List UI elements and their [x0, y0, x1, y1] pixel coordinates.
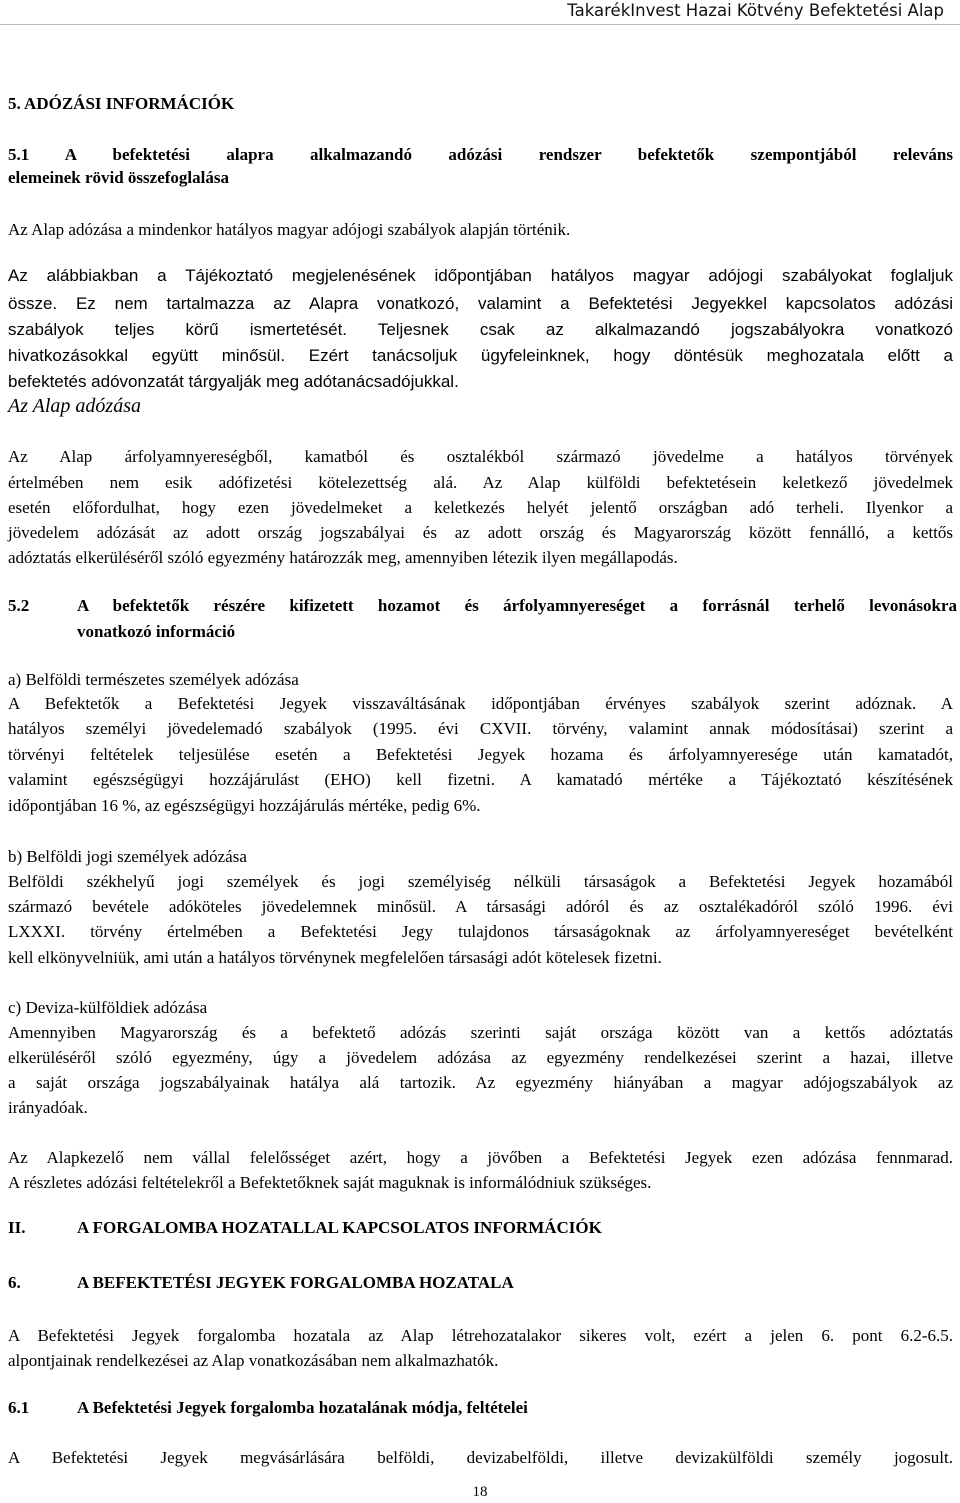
subsection-a-line1: A Befektetők a Befektetési Jegyek visszaváltásának időpontjában érvényes szabályok szerint adóznak. A [8, 694, 953, 713]
subsection-c-line4: irányadóak. [8, 1098, 88, 1117]
subsection-b-line4: kell elkönyvelniük, ami után a hatályos törvénynek megfelelően társasági adót kötelesek fizetni. [8, 948, 662, 967]
section-6-1-number: 6.1 [8, 1398, 30, 1417]
subsection-a-line5: időpontjában 16 %, az egészségügyi hozzájárulás mértéke, pedig 6%. [8, 796, 481, 815]
subsection-a-line2: hatályos személyi jövedelemadó szabályok (1995. évi CXVII. törvény, valamint annak módosításai) szerint a [8, 719, 953, 738]
paragraph-3-line1: Az Alap árfolyamnyereségből, kamatból és osztalékból származó jövedelme a hatályos törvények [8, 447, 953, 466]
paragraph-1: Az Alap adózása a mindenkor hatályos magyar adójogi szabályok alapján történik. [8, 220, 571, 239]
running-header [0, 0, 960, 25]
section-5-title: 5. ADÓZÁSI INFORMÁCIÓK [8, 94, 235, 113]
subsection-a-title: a) Belföldi természetes személyek adózása [8, 670, 299, 689]
subsection-b-line3: LXXXI. törvény értelmében a Befektetési Jegy tulajdonos társaságoknak az árfolyamnyereséget bevételként [8, 922, 953, 941]
section-6-number: 6. [8, 1273, 21, 1292]
section-5-1-title-line2: elemeinek rövid összefoglalása [8, 168, 229, 187]
page-number: 18 [472, 1484, 488, 1500]
paragraph-2-line5: befektetés adóvonzatát tárgyalják meg adótanácsadójukkal. [8, 372, 459, 391]
section-6-1-title: A Befektetési Jegyek forgalomba hozatalának módja, feltételei [77, 1398, 528, 1417]
paragraph-5-line2: alpontjainak rendelkezései az Alap vonatkozásában nem alkalmazhatók. [8, 1351, 499, 1370]
subsection-b-line2: származó bevétele adóköteles jövedelemnek minősül. A társasági adóról és az osztalékadóról szóló 1996. évi [8, 897, 953, 916]
section-5-1-title-line1: 5.1 A befektetési alapra alkalmazandó adózási rendszer befektetők szempontjából releváns [8, 145, 953, 164]
paragraph-5-line1: A Befektetési Jegyek forgalomba hozatala az Alap létrehozatalakor sikeres volt, ezért a jelen 6. pont 6.2-6.5. [8, 1326, 953, 1345]
section-6-title: A BEFEKTETÉSI JEGYEK FORGALOMBA HOZATALA [77, 1273, 514, 1292]
section-II-number: II. [8, 1218, 26, 1237]
alap-adozasa-heading: Az Alap adózása [8, 395, 141, 417]
subsection-c-line3: a saját országa jogszabályainak hatálya alá tartozik. Az egyezmény hiányában a magyar adójogszabályok az [8, 1073, 953, 1092]
section-5-2-title-line1: A befektetők részére kifizetett hozamot és árfolyamnyereséget a forrásnál terhelő levonásokra [77, 596, 957, 615]
subsection-c-line1: Amennyiben Magyarország és a befektető adózás szerinti saját országa között van a kettős adóztatás [8, 1023, 953, 1042]
paragraph-2-line1: Az alábbiakban a Tájékoztató megjelenésének időpontjában hatályos magyar adójogi szabályokat foglaljuk [8, 266, 953, 285]
section-5-2-title-line2: vonatkozó információ [77, 622, 236, 641]
paragraph-4-line1: Az Alapkezelő nem vállal felelősséget azért, hogy a jövőben a Befektetési Jegyek ezen adózása fennmarad. [8, 1148, 953, 1167]
subsection-a-line3: törvényi feltételek teljesülése esetén a Befektetési Jegyek hozama és árfolyamnyeresége után kamatadót, [8, 745, 953, 764]
subsection-c-line2: elkerüléséről szóló egyezmény, úgy a jövedelem adózása az egyezmény rendelkezései szerint a hazai, illetve [8, 1048, 953, 1067]
paragraph-3-line5: adóztatás elkerüléséről szóló egyezmény határozzák meg, amennyiben létezik ilyen megállapodás. [8, 548, 678, 567]
subsection-b-line1: Belföldi székhelyű jogi személyek és jogi személyiség nélküli társaságok a Befektetési Jegyek hozamából [8, 872, 953, 891]
subsection-c-title: c) Deviza-külföldiek adózása [8, 998, 208, 1017]
section-5-2-number: 5.2 [8, 596, 30, 615]
paragraph-2-line2: össze. Ez nem tartalmazza az Alapra vonatkozó, valamint a Befektetési Jegyekkel kapcsolatos adózási [8, 294, 953, 313]
paragraph-3-line4: jövedelem adózását az adott ország jogszabályai és az adott ország és Magyarország között fennálló, a kettős [8, 523, 953, 542]
running-header-title: TakarékInvest Hazai Kötvény Befektetési Alap [567, 1, 944, 20]
paragraph-6: A Befektetési Jegyek megvásárlására belföldi, devizabelföldi, illetve devizakülföldi személy jogosult. [8, 1448, 953, 1467]
paragraph-3-line2: értelmében nem esik adófizetési kötelezettség alá. Az Alap külföldi befektetésein keletkező jövedelmek [8, 473, 953, 492]
section-II-title: A FORGALOMBA HOZATALLAL KAPCSOLATOS INFORMÁCIÓK [77, 1218, 602, 1237]
paragraph-2-line4: hivatkozásokkal együtt minősül. Ezért tanácsoljuk ügyfeleinknek, hogy döntésük meghozatala előtt a [8, 346, 953, 365]
paragraph-2-line3: szabályok teljes körű ismertetését. Teljesnek csak az alkalmazandó jogszabályokra vonatkozó [8, 320, 953, 339]
paragraph-4-line2: A részletes adózási feltételekről a Befektetőknek saját maguknak is informálódniuk szükséges. [8, 1173, 652, 1192]
paragraph-3-line3: esetén előfordulhat, hogy ezen jövedelmeket a keletkezés helyét jelentő országban adó terheli. Ilyenkor a [8, 498, 953, 517]
subsection-a-line4: valamint egészségügyi hozzájárulást (EHO) kell fizetni. A kamatadó mértéke a Tájékoztató készítésének [8, 770, 953, 789]
subsection-b-title: b) Belföldi jogi személyek adózása [8, 847, 247, 866]
